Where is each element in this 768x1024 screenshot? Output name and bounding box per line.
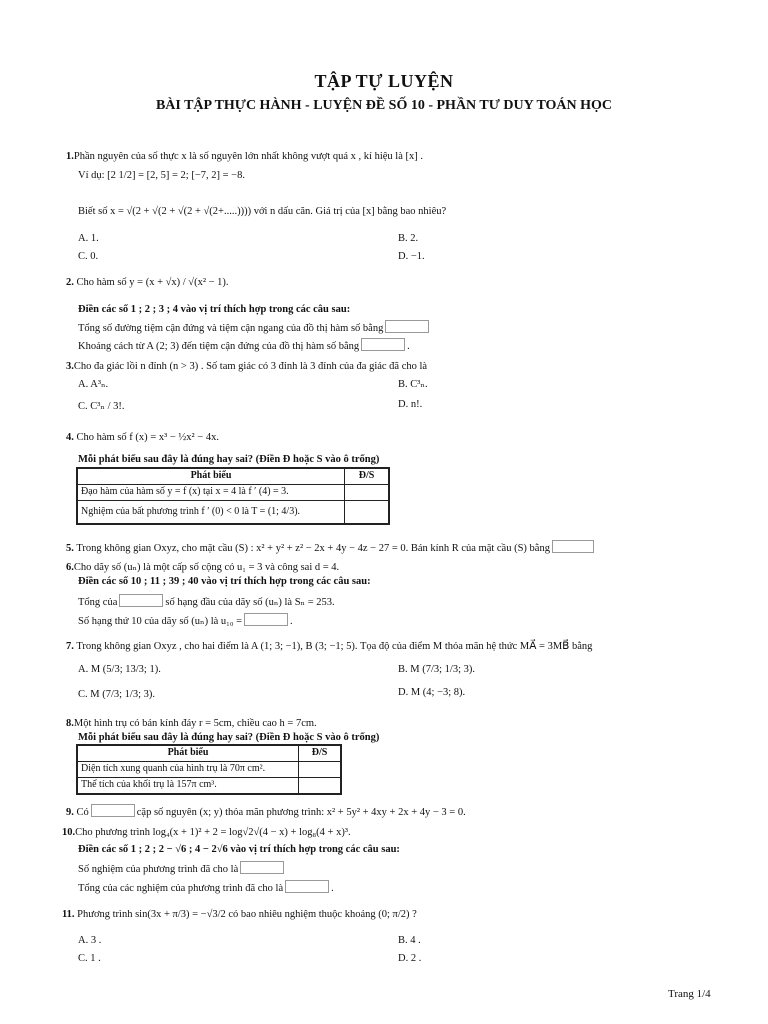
q6-line-2: Số hạng thứ 10 của dãy số (uₙ) là u₁₀ = . bbox=[78, 613, 293, 628]
q6-text: Cho dãy số (uₙ) là một cấp số cộng có u₁ = 3 và công sai d = 4. bbox=[73, 562, 340, 573]
q8-answer-cell-1[interactable] bbox=[299, 762, 342, 778]
q1-option-c[interactable]: C. 0. bbox=[78, 251, 99, 262]
q4-text: Cho hàm số f (x) = x³ − ½x² − 4x. bbox=[76, 432, 219, 443]
q4-stem bbox=[66, 431, 219, 444]
q7-option-c[interactable]: C. M (7/3; 1/3; 3). bbox=[78, 689, 156, 700]
q9-number: 9. bbox=[66, 807, 74, 818]
q8-statement-table bbox=[76, 744, 342, 795]
q10-instruction: Điền các số 1 ; 2 ; 2 − √6 ; 4 − 2√6 vào vị trí thích hợp trong các câu sau: bbox=[78, 844, 400, 855]
q10-answer-box-2[interactable] bbox=[285, 880, 329, 893]
q6-line-2-text: Số hạng thứ 10 của dãy số (uₙ) là u₁₀ = bbox=[78, 616, 243, 627]
q6-answer-box-1[interactable] bbox=[119, 594, 163, 607]
q11-stem bbox=[62, 908, 417, 921]
q8-instruction: Mỗi phát biểu sau đây là đúng hay sai? (Điền Đ hoặc S vào ô trống) bbox=[78, 732, 380, 743]
q5-answer-box[interactable] bbox=[552, 540, 594, 553]
q4-statement-2: Nghiệm của bất phương trình f ′ (0) < 0 là T = (1; 4/3). bbox=[77, 501, 345, 525]
q5-stem bbox=[66, 540, 596, 555]
q2-line-2-text: Khoảng cách từ A (2; 3) đến tiệm cận đứng của đồ thị hàm số bằng bbox=[78, 341, 360, 352]
q5-number: 5. bbox=[66, 543, 74, 554]
q1-number: 1. bbox=[66, 151, 74, 162]
q1-option-d[interactable]: D. −1. bbox=[398, 251, 425, 262]
q3-number: 3. bbox=[66, 361, 74, 372]
q1-example: Ví dụ: [2 1/2] = [2, 5] = 2; [−7, 2] = −8. bbox=[78, 170, 245, 181]
q11-option-a[interactable]: A. 3 . bbox=[78, 935, 102, 946]
q10-line-2: Tổng của các nghiệm của phương trình đã cho là . bbox=[78, 880, 334, 895]
q8-text: Một hình trụ có bán kính đáy r = 5cm, chiều cao h = 7cm. bbox=[73, 718, 317, 729]
q11-option-c[interactable]: C. 1 . bbox=[78, 953, 101, 964]
q4-answer-cell-2[interactable] bbox=[345, 501, 390, 525]
q4-table-header-statement: Phát biểu bbox=[77, 468, 345, 485]
q8-statement-2: Thể tích của khối trụ là 157π cm³. bbox=[77, 778, 299, 795]
q10-stem bbox=[62, 826, 351, 839]
q1-stem bbox=[66, 150, 423, 163]
q4-number: 4. bbox=[66, 432, 74, 443]
q9-stem bbox=[66, 804, 466, 819]
q2-stem bbox=[66, 276, 229, 289]
q6-stem bbox=[66, 561, 339, 574]
q10-number: 10. bbox=[62, 827, 76, 838]
q7-text: Trong không gian Oxyz , cho hai điểm là A (1; 3; −1), B (3; −1; 5). Tọa độ của điểm M thỏa mãn hệ thức MA⃗ = 3MB⃗ bằng bbox=[76, 641, 593, 652]
q3-option-b[interactable]: B. C³ₙ. bbox=[398, 379, 428, 390]
q4-statement-table bbox=[76, 467, 390, 525]
q5-text: Trong không gian Oxyz, cho mặt cầu (S) : x² + y² + z² − 2x + 4y − 4z − 27 = 0. Bán kính R của mặt cầu (S) bằng bbox=[76, 543, 550, 554]
q4-table-header-ds: Đ/S bbox=[345, 468, 390, 485]
q10-line-1-text: Số nghiệm của phương trình đã cho là bbox=[78, 864, 239, 875]
q8-table-header-ds: Đ/S bbox=[299, 745, 342, 762]
q8-answer-cell-2[interactable] bbox=[299, 778, 342, 795]
q7-option-d[interactable]: D. M (4; −3; 8). bbox=[398, 687, 466, 698]
q4-statement-1: Đạo hàm của hàm số y = f (x) tại x = 4 là f ′ (4) = 3. bbox=[77, 485, 345, 501]
q7-stem bbox=[66, 640, 592, 653]
q6-line-1-prefix: Tổng của bbox=[78, 597, 118, 608]
q3-text: Cho đa giác lồi n đỉnh (n > 3) . Số tam giác có 3 đỉnh là 3 đỉnh của đa giác đã cho là bbox=[73, 361, 428, 372]
q1-given: Biết số x = √(2 + √(2 + √(2 + √(2+.....)))) với n dấu căn. Giá trị của [x] bằng bao nhiêu? bbox=[78, 206, 447, 217]
q2-line-2: Khoảng cách từ A (2; 3) đến tiệm cận đứng của đồ thị hàm số bằng . bbox=[78, 338, 410, 353]
q7-option-b[interactable]: B. M (7/3; 1/3; 3). bbox=[398, 664, 476, 675]
q7-option-a[interactable]: A. M (5/3; 13/3; 1). bbox=[78, 664, 161, 675]
q3-option-a[interactable]: A. A³ₙ. bbox=[78, 379, 109, 390]
q2-line-1 bbox=[78, 320, 431, 335]
q10-text: Cho phương trình log₄(x + 1)² + 2 = log√2√(4 − x) + log₈(4 + x)³. bbox=[75, 827, 351, 838]
q8-statement-1: Diện tích xung quanh của hình trụ là 70π cm². bbox=[77, 762, 299, 778]
q8-table-header-statement: Phát biểu bbox=[77, 745, 299, 762]
q3-option-d[interactable]: D. n!. bbox=[398, 399, 423, 410]
q9-suffix: cặp số nguyên (x; y) thỏa mãn phương trình: x² + 5y² + 4xy + 2x + 4y − 3 = 0. bbox=[136, 807, 466, 818]
q8-number: 8. bbox=[66, 718, 74, 729]
q6-number: 6. bbox=[66, 562, 74, 573]
q2-number: 2. bbox=[66, 277, 74, 288]
page-subtitle: BÀI TẬP THỰC HÀNH - LUYỆN ĐỀ SỐ 10 - PHẦN TƯ DUY TOÁN HỌC bbox=[155, 98, 613, 113]
q3-stem bbox=[66, 360, 427, 373]
q10-line-2-text: Tổng của các nghiệm của phương trình đã cho là bbox=[78, 883, 284, 894]
q2-line-1-text: Tổng số đường tiệm cận đứng và tiệm cận ngang của đồ thị hàm số bằng bbox=[78, 323, 384, 334]
q8-stem bbox=[66, 717, 317, 730]
q4-answer-cell-1[interactable] bbox=[345, 485, 390, 501]
q11-number: 11. bbox=[62, 909, 75, 920]
q11-text: Phương trình sin(3x + π/3) = −√3/2 có bao nhiêu nghiệm thuộc khoảng (0; π/2) ? bbox=[77, 909, 417, 920]
q11-option-d[interactable]: D. 2 . bbox=[398, 953, 422, 964]
q2-instruction: Điền các số 1 ; 2 ; 3 ; 4 vào vị trí thích hợp trong các câu sau: bbox=[78, 304, 351, 315]
q10-line-1 bbox=[78, 861, 286, 876]
page-title: TẬP TỰ LUYỆN bbox=[314, 71, 454, 91]
q4-instruction: Mỗi phát biểu sau đây là đúng hay sai? (Điền Đ hoặc S vào ô trống) bbox=[78, 454, 380, 465]
q6-line-1 bbox=[78, 594, 335, 609]
q6-answer-box-2[interactable] bbox=[244, 613, 288, 626]
q9-answer-box[interactable] bbox=[91, 804, 135, 817]
q2-answer-box-1[interactable] bbox=[385, 320, 429, 333]
q1-option-b[interactable]: B. 2. bbox=[398, 233, 419, 244]
q7-number: 7. bbox=[66, 641, 74, 652]
q6-line-1-suffix: số hạng đầu của dãy số (uₙ) là Sₙ = 253. bbox=[165, 597, 335, 608]
q2-text: Cho hàm số y = (x + √x) / √(x² − 1). bbox=[76, 277, 229, 288]
q2-answer-box-2[interactable] bbox=[361, 338, 405, 351]
q3-option-c[interactable]: C. C³ₙ / 3!. bbox=[78, 401, 125, 412]
q6-instruction: Điền các số 10 ; 11 ; 39 ; 40 vào vị trí thích hợp trong các câu sau: bbox=[78, 576, 371, 587]
q11-option-b[interactable]: B. 4 . bbox=[398, 935, 421, 946]
q1-text: Phần nguyên của số thực x là số nguyên lớn nhất không vượt quá x , kí hiệu là [x] . bbox=[73, 151, 423, 162]
page-number: Trang 1/4 bbox=[668, 988, 711, 1000]
q9-prefix: Có bbox=[76, 807, 89, 818]
q10-answer-box-1[interactable] bbox=[240, 861, 284, 874]
q1-option-a[interactable]: A. 1. bbox=[78, 233, 99, 244]
